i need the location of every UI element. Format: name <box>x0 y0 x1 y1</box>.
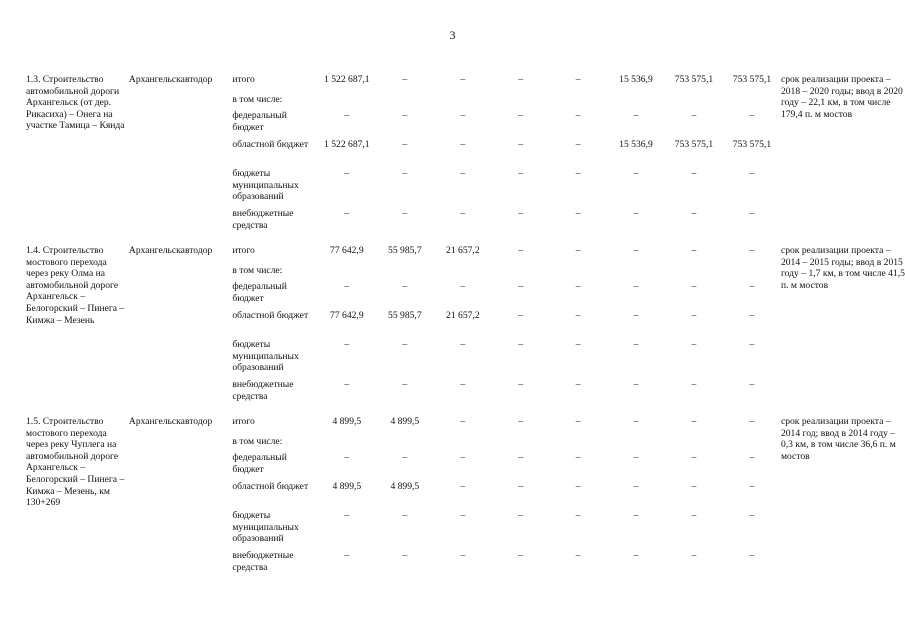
value-cell: – <box>749 110 755 121</box>
value-cell: – <box>575 281 581 292</box>
value-cell: – <box>633 281 639 292</box>
value-cell <box>492 265 550 281</box>
funding-source: федеральный бюджет <box>232 281 287 304</box>
project-name: 1.4. Строительство мостового перехода через реку Олма на автомобильной дороге Архангельск – Белогорский – Пинега – Кимжа – Мезень <box>26 245 125 326</box>
value-cell: – <box>633 550 639 561</box>
value-cell: – <box>518 339 523 350</box>
project-1-row-total <box>26 74 905 94</box>
value-cell: – <box>344 452 350 463</box>
value-cell: – <box>691 168 697 179</box>
value-cell <box>492 94 550 110</box>
value-cell: – <box>344 168 350 179</box>
value-cell: 21 657,2 <box>446 310 480 321</box>
value-cell <box>434 94 492 110</box>
value-cell: – <box>344 281 350 292</box>
value-cell: – <box>518 310 523 321</box>
value-cell: – <box>575 379 581 390</box>
value-cell: – <box>691 510 697 521</box>
value-cell: – <box>691 245 697 256</box>
value-cell: – <box>749 339 755 350</box>
value-cell: – <box>749 416 755 427</box>
value-cell: – <box>518 245 523 256</box>
funding-source: в том числе: <box>232 436 283 447</box>
value-cell <box>607 265 665 281</box>
value-cell: – <box>518 74 523 85</box>
value-cell: – <box>344 510 350 521</box>
value-cell <box>492 436 550 452</box>
value-cell: – <box>633 339 639 350</box>
value-cell: – <box>518 416 523 427</box>
value-cell: – <box>460 139 466 150</box>
value-cell: – <box>749 379 755 390</box>
value-cell: 4 899,5 <box>332 416 362 427</box>
value-cell: – <box>633 310 639 321</box>
value-cell: – <box>691 416 697 427</box>
value-cell: – <box>518 550 523 561</box>
value-cell: – <box>402 339 408 350</box>
value-cell: – <box>344 379 350 390</box>
value-cell: – <box>402 510 408 521</box>
value-cell: – <box>633 379 639 390</box>
value-cell: – <box>460 452 466 463</box>
value-cell: 4 899,5 <box>332 481 362 492</box>
value-cell: – <box>691 281 697 292</box>
value-cell <box>434 265 492 281</box>
value-cell: – <box>460 281 466 292</box>
funding-source: федеральный бюджет <box>232 110 287 133</box>
value-cell: – <box>402 110 408 121</box>
value-cell: – <box>402 139 408 150</box>
value-cell <box>549 265 607 281</box>
value-cell: – <box>575 168 581 179</box>
value-cell: – <box>518 481 523 492</box>
value-cell: – <box>518 510 523 521</box>
value-cell: – <box>344 110 350 121</box>
value-cell: 15 536,9 <box>619 74 653 85</box>
value-cell <box>376 436 434 452</box>
value-cell: – <box>691 550 697 561</box>
value-cell <box>376 94 434 110</box>
value-cell: – <box>749 208 755 219</box>
value-cell: – <box>460 550 466 561</box>
value-cell: – <box>691 310 697 321</box>
page-number: 3 <box>449 28 456 42</box>
value-cell <box>607 436 665 452</box>
value-cell: – <box>344 550 350 561</box>
value-cell: 1 522 687,1 <box>324 74 370 85</box>
value-cell: – <box>691 208 697 219</box>
budget-table <box>26 74 905 587</box>
value-cell <box>607 94 665 110</box>
value-cell: – <box>691 481 697 492</box>
value-cell: – <box>749 452 755 463</box>
funding-source: областной бюджет <box>232 139 309 150</box>
value-cell: 55 985,7 <box>388 245 422 256</box>
value-cell: 21 657,2 <box>446 245 480 256</box>
value-cell: – <box>749 510 755 521</box>
value-cell: – <box>460 510 466 521</box>
value-cell: – <box>402 208 408 219</box>
value-cell: – <box>633 245 639 256</box>
funding-source: в том числе: <box>232 94 283 105</box>
value-cell: – <box>633 452 639 463</box>
value-cell: – <box>575 310 581 321</box>
value-cell: – <box>402 550 408 561</box>
value-cell: – <box>344 339 350 350</box>
funding-source: итого <box>232 245 255 256</box>
value-cell: – <box>460 416 466 427</box>
value-cell: – <box>749 281 755 292</box>
value-cell: – <box>460 208 466 219</box>
value-cell: – <box>575 139 581 150</box>
value-cell: – <box>402 168 408 179</box>
value-cell: – <box>749 245 755 256</box>
value-cell: – <box>575 110 581 121</box>
value-cell: – <box>749 168 755 179</box>
value-cell: – <box>691 339 697 350</box>
value-cell: – <box>402 281 408 292</box>
value-cell: – <box>460 74 466 85</box>
value-cell <box>723 94 781 110</box>
value-cell <box>434 436 492 452</box>
funding-source: внебюджетные средства <box>232 208 294 231</box>
value-cell <box>549 94 607 110</box>
value-cell: – <box>575 452 581 463</box>
value-cell: – <box>518 168 523 179</box>
value-cell: 753 575,1 <box>674 74 714 85</box>
value-cell: – <box>518 110 523 121</box>
value-cell: – <box>518 281 523 292</box>
funding-source: в том числе: <box>232 265 283 276</box>
project-name: 1.3. Строительство автомобильной дороги Архангельск (от дер. Рикасиха) – Онега на участке Тамица – Кянда <box>26 74 125 132</box>
value-cell: – <box>518 452 523 463</box>
project-note: срок реализации проекта – 2014 – 2015 годы; ввод в 2015 году – 1,7 км, в том числе 41,5 п. м мостов <box>780 245 905 291</box>
value-cell: – <box>402 379 408 390</box>
value-cell: 1 522 687,1 <box>324 139 370 150</box>
project-name: 1.5. Строительство мостового перехода через реку Чуплега на автомобильной дороге Архангельск – Белогорский – Пинега – Кимжа – Мезень, км 130+269 <box>26 416 125 509</box>
value-cell <box>318 94 376 110</box>
value-cell: 4 899,5 <box>390 481 420 492</box>
funding-source: областной бюджет <box>232 481 309 492</box>
value-cell <box>665 436 723 452</box>
value-cell: – <box>633 481 639 492</box>
value-cell: – <box>575 481 581 492</box>
project-note: срок реализации проекта – 2018 – 2020 годы; ввод в 2020 году – 22,1 км, в том числе 179,4 п. м мостов <box>780 74 903 120</box>
value-cell: 753 575,1 <box>674 139 714 150</box>
value-cell: – <box>460 339 466 350</box>
funding-source: федеральный бюджет <box>232 452 287 475</box>
value-cell: – <box>633 510 639 521</box>
value-cell: – <box>460 481 466 492</box>
funding-source: бюджеты муниципальных образований <box>232 339 299 374</box>
funding-source: областной бюджет <box>232 310 309 321</box>
value-cell <box>665 94 723 110</box>
value-cell: – <box>691 452 697 463</box>
value-cell: – <box>749 550 755 561</box>
value-cell: – <box>402 452 408 463</box>
value-cell: – <box>633 208 639 219</box>
value-cell: – <box>575 510 581 521</box>
value-cell <box>549 436 607 452</box>
value-cell <box>318 436 376 452</box>
value-cell: – <box>402 74 408 85</box>
value-cell: – <box>633 416 639 427</box>
value-cell: – <box>749 481 755 492</box>
value-cell: – <box>575 550 581 561</box>
value-cell: – <box>575 339 581 350</box>
value-cell <box>318 265 376 281</box>
project-executor: Архангельскавтодор <box>128 74 213 85</box>
value-cell <box>723 265 781 281</box>
value-cell: 4 899,5 <box>390 416 420 427</box>
funding-source: итого <box>232 416 255 427</box>
project-executor: Архангельскавтодор <box>128 245 213 256</box>
project-note: срок реализации проекта – 2014 год; ввод в 2014 году – 0,3 км, в том числе 36,6 п. м мостов <box>780 416 896 462</box>
project-executor: Архангельскавтодор <box>128 416 213 427</box>
value-cell: 77 642,9 <box>330 310 364 321</box>
value-cell: – <box>633 168 639 179</box>
value-cell: 55 985,7 <box>388 310 422 321</box>
value-cell: – <box>460 110 466 121</box>
value-cell: – <box>633 110 639 121</box>
funding-source: бюджеты муниципальных образований <box>232 168 299 203</box>
project-3-row-total <box>26 416 905 436</box>
funding-source: внебюджетные средства <box>232 379 294 402</box>
funding-source: внебюджетные средства <box>232 550 294 573</box>
value-cell: – <box>691 110 697 121</box>
value-cell: – <box>518 139 523 150</box>
value-cell <box>723 436 781 452</box>
value-cell: – <box>518 379 523 390</box>
value-cell: 77 642,9 <box>330 245 364 256</box>
value-cell <box>665 265 723 281</box>
funding-source: бюджеты муниципальных образований <box>232 510 299 545</box>
value-cell: 753 575,1 <box>732 74 772 85</box>
value-cell: – <box>460 168 466 179</box>
value-cell: – <box>749 310 755 321</box>
value-cell: – <box>575 245 581 256</box>
funding-source: итого <box>232 74 255 85</box>
value-cell: – <box>575 208 581 219</box>
project-2-row-total <box>26 245 905 265</box>
value-cell: – <box>518 208 523 219</box>
value-cell <box>376 265 434 281</box>
value-cell: – <box>344 208 350 219</box>
value-cell: – <box>575 74 581 85</box>
value-cell: – <box>691 379 697 390</box>
value-cell: – <box>575 416 581 427</box>
value-cell: – <box>460 379 466 390</box>
value-cell: 753 575,1 <box>732 139 772 150</box>
value-cell: 15 536,9 <box>619 139 653 150</box>
